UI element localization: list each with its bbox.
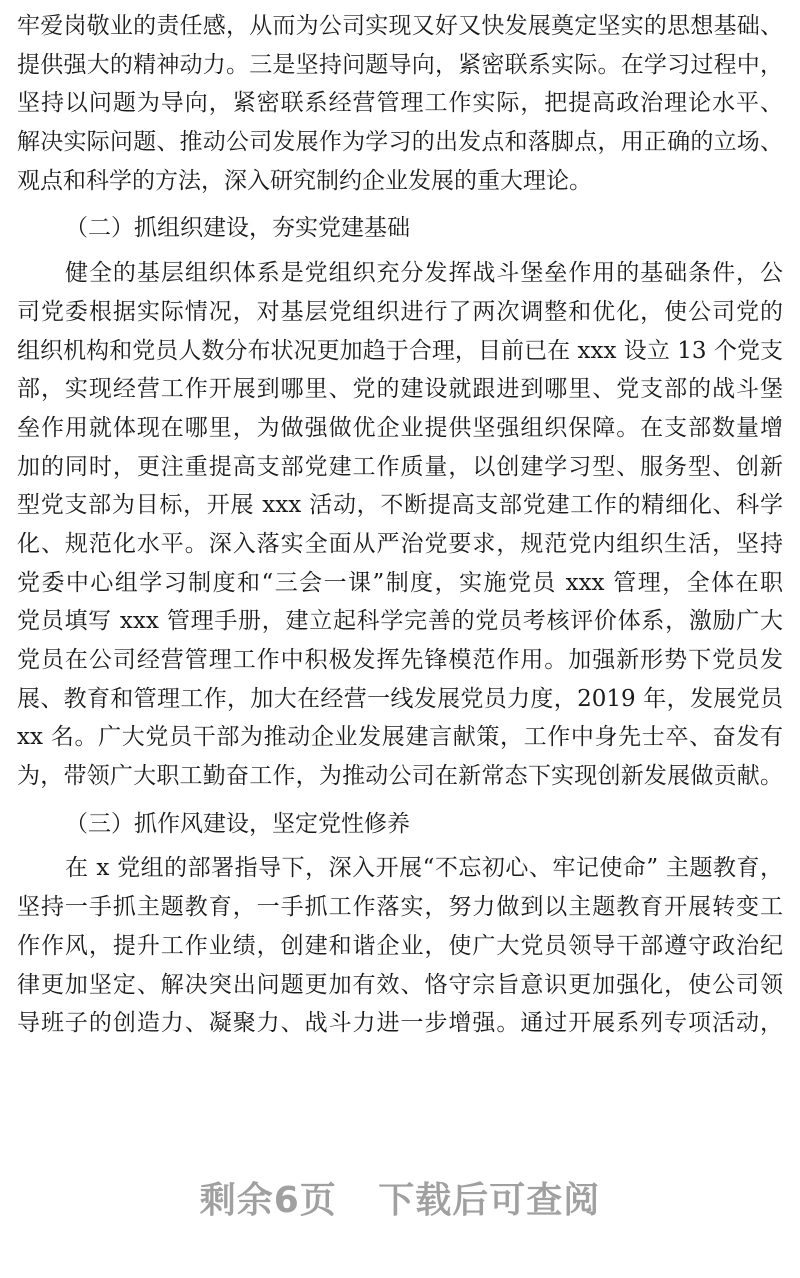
section-heading-2: （二）抓组织建设，夯实党建基础 xyxy=(65,215,410,242)
text-line: 党员在公司经营管理工作中积极发挥先锋模范作用。加强新形势下党员发 xyxy=(17,647,783,673)
text-line: 牢爱岗敬业的责任感，从而为公司实现又好又快发展奠定坚实的思想基础、 xyxy=(17,13,783,39)
text-line: 部，实现经营工作开展到哪里、党的建设就跟进到哪里、党支部的战斗堡 xyxy=(17,376,783,403)
paragraph-2 xyxy=(17,254,783,796)
text-line: 司党委根据实际情况，对基层党组织进行了两次调整和优化，使公司党的 xyxy=(17,298,783,325)
document-body xyxy=(17,7,783,1043)
download-prompt[interactable] xyxy=(0,1172,800,1223)
text-line: 律更加坚定、解决突出问题更加有效、恪守宗旨意识更加强化，使公司领 xyxy=(17,971,783,998)
text-line: 化、规范化水平。深入落实全面从严治党要求，规范党内组织生活，坚持 xyxy=(17,530,783,557)
text-line: 作作风，提升工作业绩，创建和谐企业，使广大党员领导干部遵守政治纪 xyxy=(17,932,783,959)
text-line: 在 x 党组的部署指导下，深入开展“不忘初心、牢记使命” 主题教育， xyxy=(65,855,783,882)
text-line: 提供强大的精神动力。三是坚持问题导向，紧密联系实际。在学习过程中， xyxy=(17,51,783,78)
section-heading-3: （三）抓作风建设，坚定党性修养 xyxy=(65,810,410,837)
text-line: 解决实际问题、推动公司发展作为学习的出发点和落脚点，用正确的立场、 xyxy=(17,129,783,156)
text-line: 组织机构和党员人数分布状况更加趋于合理，目前已在 xxx 设立 13 个党支 xyxy=(17,337,783,364)
remaining-pages-label: 剩余6页 xyxy=(199,1180,337,1221)
text-line: 导班子的创造力、凝聚力、战斗力进一步增强。通过开展系列专项活动， xyxy=(17,1010,783,1037)
paragraph-3 xyxy=(17,849,783,1042)
text-line: 型党支部为目标，开展 xxx 活动，不断提高支部党建工作的精细化、科学 xyxy=(17,492,783,519)
text-line: 党员填写 xxx 管理手册，建立起科学完善的党员考核评价体系，激励广大 xyxy=(17,608,783,635)
text-line: 为，带领广大职工勤奋工作，为推动公司在新常态下实现创新发展做贡献。 xyxy=(17,763,783,790)
text-line: 加的同时，更注重提高支部党建工作质量，以创建学习型、服务型、创新 xyxy=(17,453,783,480)
text-line: 展、教育和管理工作，加大在经营一线发展党员力度，2019 年，发展党员 xyxy=(17,685,783,712)
text-line: xx 名。广大党员干部为推动企业发展建言献策，工作中身先士卒、奋发有 xyxy=(17,724,783,751)
text-line: 坚持一手抓主题教育，一手抓工作落实，努力做到以主题教育开展转变工 xyxy=(17,894,783,921)
text-line: 垒作用就体现在哪里，为做强做优企业提供坚强组织保障。在支部数量增 xyxy=(17,414,783,441)
text-line: 党委中心组学习制度和“三会一课”制度，实施党员 xxx 管理，全体在职 xyxy=(17,569,783,596)
text-line: 坚持以问题为导向，紧密联系经营管理工作实际，把提高政治理论水平、 xyxy=(17,90,783,117)
download-to-view-label: 下载后可查阅 xyxy=(378,1180,601,1221)
text-line: 健全的基层组织体系是党组织充分发挥战斗堡垒作用的基础条件，公 xyxy=(65,260,783,287)
paragraph-1 xyxy=(17,7,783,200)
text-line: 观点和科学的方法，深入研究制约企业发展的重大理论。 xyxy=(17,167,592,194)
